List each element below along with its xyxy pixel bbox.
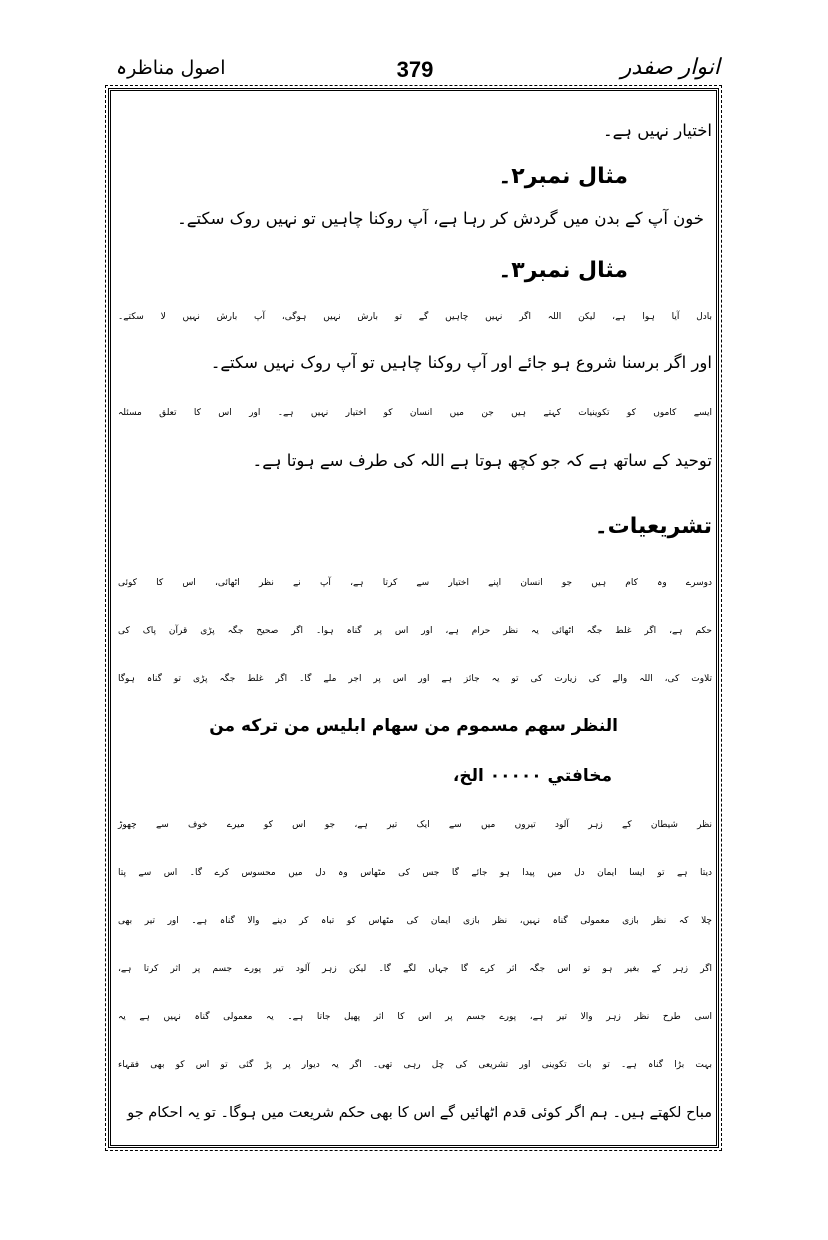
text-line: اگر زہر کے بغیر ہو تو اس جگہ اثر کرے گا جہاں لگے گا۔ لیکن زہر آلود تیر پورے جسم پر اثر کرتا ہے،	[118, 964, 712, 974]
text-line: چلا کہ نظر بازی معمولی گناہ نہیں، نظر بازی ایمان کی مٹھاس کو تباہ کر دینے والا گناہ ہے۔ اور تیر بھی	[118, 916, 712, 926]
text-line: اور اگر برسنا شروع ہو جائے اور آپ روکنا چاہیں تو آپ روک نہیں سکتے۔	[210, 353, 712, 372]
text-line: اختیار نہیں ہے۔	[602, 121, 712, 140]
arabic-quote-line-2: مخافتي ٠٠٠٠٠ الخ،	[452, 766, 612, 786]
section-title: اصول مناظرہ	[116, 57, 226, 79]
text-line: خون آپ کے بدن میں گردش کر رہا ہے، آپ روکنا چاہیں تو نہیں روک سکتے۔	[177, 209, 704, 228]
arabic-quote-line-1: النظر سهم مسموم من سهام ابليس من تركه من	[209, 716, 618, 736]
book-title: انوار صفدر	[620, 55, 720, 80]
text-line: اسی طرح نظر زہر والا تیر ہے، پورے جسم پر اس کا اثر پھیل جاتا ہے۔ یہ معمولی گناہ نہیں ہے یہ	[118, 1012, 712, 1022]
text-line: نظر شیطان کے زہر آلود تیروں میں سے ایک تیر ہے، جو اس کو میرے خوف سے چھوڑ	[118, 820, 712, 830]
text-line: توحید کے ساتھ ہے کہ جو کچھ ہوتا ہے اللہ کی طرف سے ہوتا ہے۔	[252, 451, 712, 470]
page-header	[110, 55, 720, 89]
example-heading-3: مثال نمبر۳۔	[498, 258, 628, 283]
text-line: حکم ہے، اگر غلط جگہ اٹھائی یہ نظر حرام ہے، اور اس پر گناہ ہوا۔ اگر صحیح جگہ پڑی قرآن پاک کی	[118, 626, 712, 636]
page-border-frame	[108, 88, 719, 1148]
page-number: 379	[396, 57, 434, 82]
text-line: دیتا ہے تو ایسا ایمان دل میں پیدا ہو جائے گا جس کی مٹھاس وہ دل میں محسوس کرے گا۔ اس سے پتا	[118, 868, 712, 878]
text-line: تلاوت کی، اللہ والے کی زیارت کی تو یہ جائز ہے اور اس پر اجر ملے گا۔ اگر غلط جگہ پڑی تو گناہ ہوگا	[118, 674, 712, 684]
text-line: بہت بڑا گناہ ہے۔ تو بات تکوینی اور تشریعی کی چل رہی تھی۔ اگر یہ دیوار پر پڑ گئی تو اس کو بھی فقہاء	[118, 1060, 712, 1070]
example-heading-2: مثال نمبر۲۔	[498, 164, 628, 189]
text-line: بادل آیا ہوا ہے، لیکن اللہ اگر نہیں چاہیں گے تو بارش نہیں ہوگی، آپ بارش نہیں لا سکتے۔	[118, 312, 712, 322]
tashriyat-heading: تشریعیات۔	[594, 514, 712, 539]
text-line: ایسے کاموں کو تکوینیات کہتے ہیں جن میں انسان کو اختیار نہیں ہے۔ اور اس کا تعلق مسئلہ	[118, 408, 712, 418]
text-line: مباح لکھتے ہیں۔ ہم اگر کوئی قدم اٹھائیں گے اس کا بھی حکم شریعت میں ہوگا۔ تو یہ احکام جو	[127, 1105, 712, 1121]
text-line: دوسرے وہ کام ہیں جو انسان اپنے اختیار سے کرتا ہے، آپ نے نظر اٹھائی، اس کا کوئی	[118, 578, 712, 588]
